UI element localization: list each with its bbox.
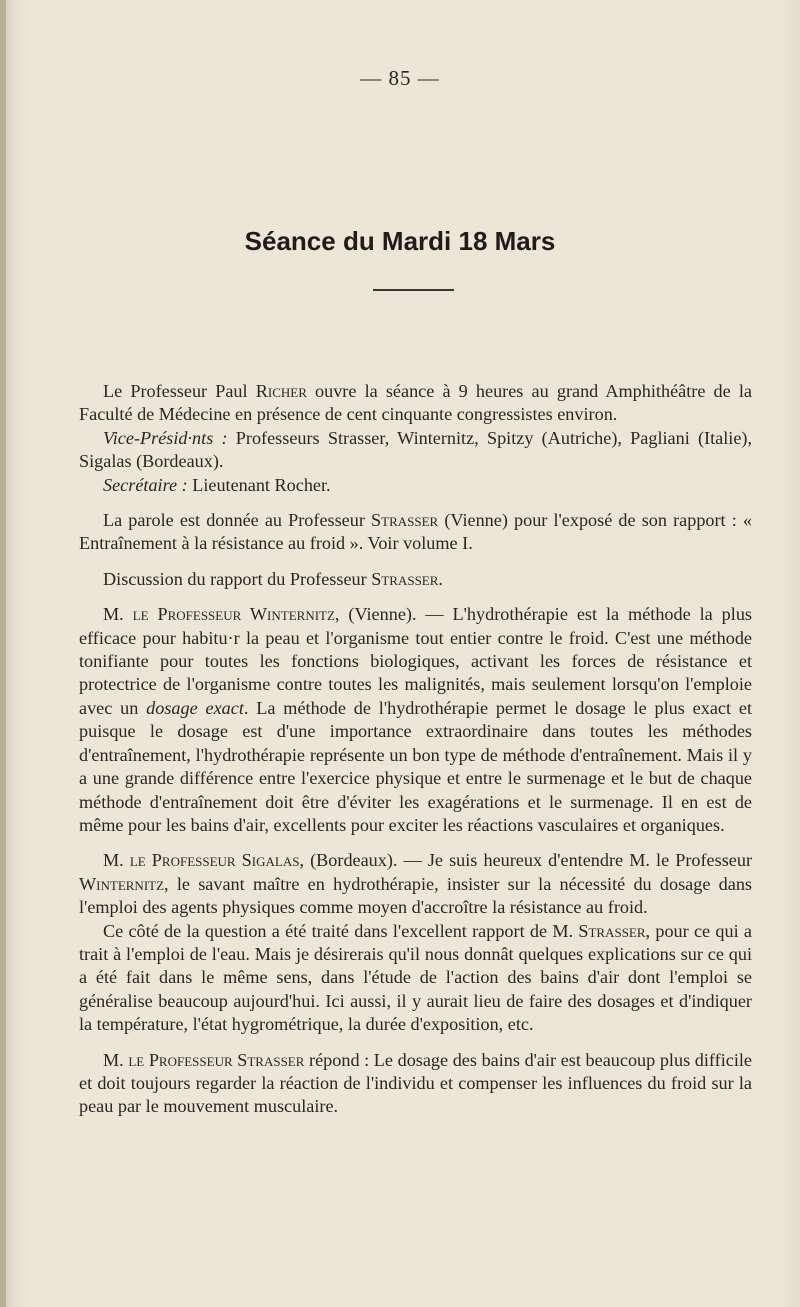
page-spine-shadow [0,0,6,1307]
paragraph-floor-given: La parole est donnée au Professeur Strasser (Vienne) pour l'exposé de son rapport : « Entraînement à la résistance au froid ». Voir volume I. [79,510,753,554]
session-title: Séance du Mardi 18 Mars [244,226,556,256]
page-number: — 85 — [360,66,440,90]
paragraph-sigalas: M. le Professeur Sigalas, (Bordeaux). — Je suis heureux d'entendre M. le Professeur Winternitz, le savant maître en hydrothérapie, insister sur la nécessité du dosage dans l'emploi des agents physiques comme moyen d'accroître la résistance au froid. [79,850,753,918]
paragraph-vice-presidents: Vice-Présid·nts : Professeurs Strasser, Winternitz, Spitzy (Autriche), Pagliani (Italie), Sigalas (Bordeaux). [79,427,753,472]
paragraph-opening: Le Professeur Paul Richer ouvre la séance à 9 heures au grand Amphithéâtre de la Faculté de Médecine en présence de cent cinquante congressistes environ. [79,381,752,425]
title-divider [373,289,454,291]
document-body [79,380,752,1119]
paragraph-strasser-reply: M. le Professeur Strasser répond : Le dosage des bains d'air est beaucoup plus difficile et doit toujours regarder la réaction de l'individu et compenser les influences du froid sur la peau par le mouvement musculaire. [79,1049,752,1117]
paragraph-discussion: Discussion du rapport du Professeur Strasser. [103,568,443,589]
paragraph-secretary: Secrétaire : Lieutenant Rocher. [103,474,331,495]
paragraph-winternitz: M. le Professeur Winternitz, (Vienne). — L'hydrothérapie est la méthode la plus efficace pour habitu·r la peau et l'organisme tout entier contre le froid. C'est une méthode tonifiante pour toutes les fonctions biologiques, activant les forces de résistance et protectrice de l'organisme contre toutes les malignités, mais seulement lorsqu'on l'emploie avec un dosage exact. La méthode de l'hydrothérapie permet le dosage le plus exact et puisque le dosage est d'une importance extraordinaire dans toutes les méthodes d'entraînement, l'hydrothérapie représente un bon type de méthode d'entraînement. Mais il y a une grande différence entre l'exercice physique et entre le surmenage et le but de chaque méthode d'entraînement doit être d'éviter les exagérations et le surmenage. Il en est de même pour les bains d'air, excellents pour exciter les réactions vasculaires et organiques. [79,604,752,835]
paragraph-sigalas-continued: Ce côté de la question a été traité dans l'excellent rapport de M. Strasser, pour ce qui a trait à l'emploi de l'eau. Mais je désirerais qu'il nous donnât quelques explications sur ce qui a été fait dans le même sens, dans l'étude de l'action des bains d'air dont l'emploi se généralise beaucoup aujourd'hui. Ici aussi, il y aurait lieu de faire des dosages et d'indiquer la température, l'état hygrométrique, la durée d'exposition, etc. [79,920,752,1035]
